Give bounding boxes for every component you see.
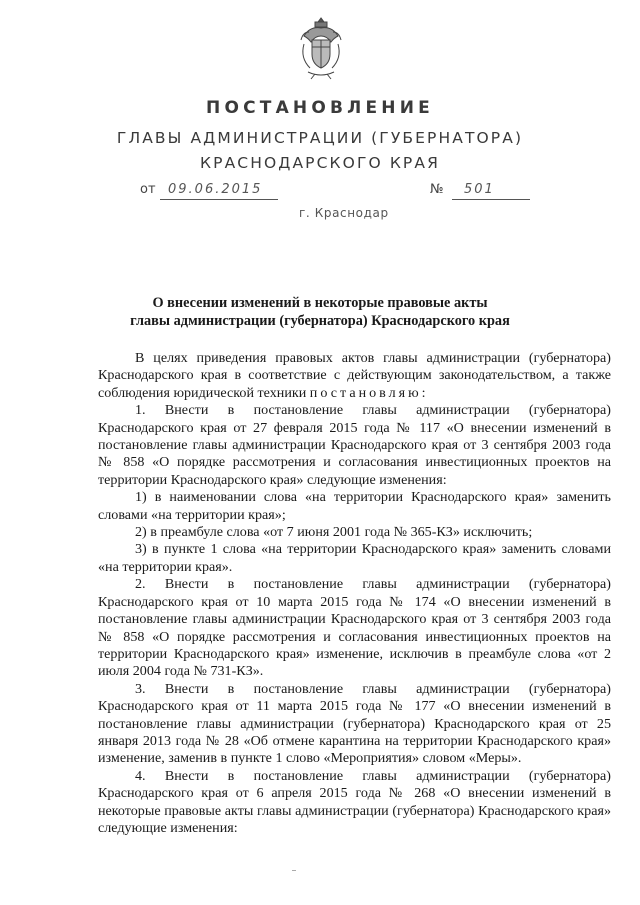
paragraph-1: 1. Внести в постановление главы администрации (губернатора) Краснодарского края от 27 февраля 2015 года № 117 «О внесении изменений в постановление главы администрации Краснодарского края от 3 сентября 2003 года № 858 «О порядке рассмотрения и согласования инвестиционных проектов на территории Краснодарского края» следующие изменения: [98, 402, 611, 488]
number-prefix: № [430, 182, 444, 197]
page-mark [292, 870, 296, 871]
paragraph-1-sub-1: 1) в наименовании слова «на территории Краснодарского края» заменить словами «на территории края»; [98, 489, 611, 523]
authority-heading: ГЛАВЫ АДМИНИСТРАЦИИ (ГУБЕРНАТОРА) [116, 129, 524, 147]
handwritten-number: 501 [464, 182, 495, 197]
intro-text: В целях приведения правовых актов главы администрации (губернатора) Краснодарского края в соответствие с действующим законодательством, а также соблюдения юридической техники [98, 350, 611, 401]
intro-paragraph [98, 350, 611, 402]
document-title-line-2: главы администрации (губернатора) Краснодарского края [130, 313, 510, 329]
handwritten-date: 09.06.2015 [168, 182, 263, 197]
paragraph-1-sub-2: 2) в преамбуле слова «от 7 июня 2001 года № 365-КЗ» исключить; [135, 524, 533, 541]
paragraph-1-sub-3: 3) в пункте 1 слова «на территории Краснодарского края» заменить словами «на территории края». [98, 541, 611, 575]
document-body [98, 350, 611, 837]
doc-type-heading: ПОСТАНОВЛЕНИЕ [206, 98, 434, 118]
resolution-word: постановляю: [309, 384, 429, 401]
number-field [452, 182, 530, 200]
paragraph-3: 3. Внести в постановление главы администрации (губернатора) Краснодарского края от 11 марта 2015 года № 177 «О внесении изменений в постановление главы администрации (губернатора) Краснодарского края от 25 января 2013 года № 28 «Об отмене карантина на территории Краснодарского края» изменение, заменив в пункте 1 слово «Мероприятия» словом «Меры». [98, 680, 611, 767]
city-label: г. Краснодар [299, 206, 389, 220]
date-prefix: от [140, 182, 156, 197]
date-field [160, 182, 278, 200]
region-heading: КРАСНОДАРСКОГО КРАЯ [200, 154, 440, 172]
document-title-line-1: О внесении изменений в некоторые правовые акты [152, 295, 488, 311]
coat-of-arms-icon [298, 14, 344, 80]
paragraph-2: 2. Внести в постановление главы администрации (губернатора) Краснодарского края от 10 марта 2015 года № 174 «О внесении изменений в постановление главы администрации Краснодарского края от 3 сентября 2003 года № 858 «О порядке рассмотрения и согласования инвестиционных проектов на территории Краснодарского края» изменение, исключив в преамбуле слова «от 2 июля 2004 года № 731-КЗ». [98, 576, 611, 680]
paragraph-4: 4. Внести в постановление главы администрации (губернатора) Краснодарского края от 6 апреля 2015 года № 268 «О внесении изменений в некоторые правовые акты главы администрации (губернатора) Краснодарского края» следующие изменения: [98, 767, 611, 836]
